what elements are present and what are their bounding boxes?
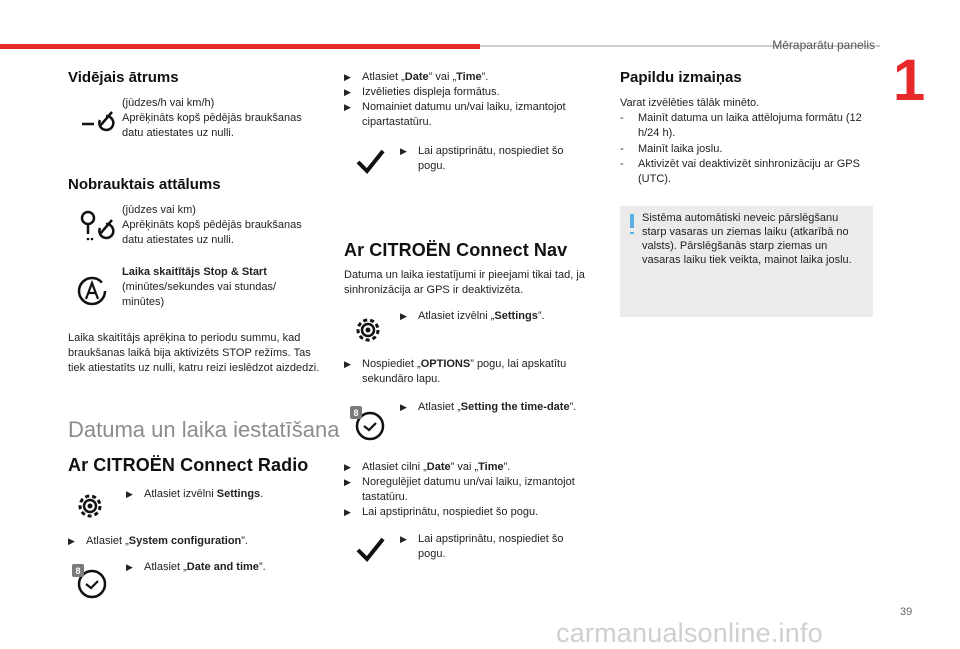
arrow-bullet-icon: ▶ — [344, 462, 351, 472]
gear-icon — [70, 486, 110, 526]
arrow-bullet-icon: ▶ — [68, 536, 75, 546]
speedometer-icon — [78, 102, 118, 142]
stop-start-icon — [72, 270, 112, 310]
svg-text:8: 8 — [75, 566, 81, 576]
extra-item: - Mainīt datuma un laika attēlojuma formātu (12 h/24 h). — [620, 112, 862, 139]
confirm-1: ▶ Lai apstiprinātu, nospiediet šo pogu. — [400, 145, 564, 172]
page-number: 39 — [900, 606, 913, 618]
arrow-bullet-icon: ▶ — [126, 562, 133, 572]
chapter-title: Mēraparātu panelis — [772, 38, 875, 52]
date-time-bullet: ▶ Atlasiet „Date” vai „Time”. — [344, 71, 489, 83]
clock-icon — [70, 562, 110, 602]
keypad-bullet: ▶ Nomainiet datumu un/vai laiku, izmantojot cipartastatūru. — [344, 101, 566, 128]
radio-step1: ▶ Atlasiet izvēlni Settings. — [126, 488, 264, 500]
nav-step1: ▶ Atlasiet izvēlni „Settings”. — [400, 310, 545, 322]
info-icon — [630, 214, 634, 228]
extra-intro: Varat izvēlēties tālāk minēto. — [620, 97, 760, 109]
arrow-bullet-icon: ▶ — [344, 359, 351, 369]
nav-step3: ▶ Atlasiet „Setting the time-date”. — [400, 401, 577, 413]
stopstart-title: Laika skaitītājs Stop & Start — [122, 266, 267, 278]
distance-heading: Nobrauktais attālums — [68, 176, 221, 193]
extra-heading: Papildu izmaiņas — [620, 69, 742, 86]
nav-adjust-bullet: ▶ Noregulējiet datumu un/vai laiku, izmantojot tastatūru. — [344, 476, 575, 503]
arrow-bullet-icon: ▶ — [344, 507, 351, 517]
distance-gauge-icon — [78, 206, 118, 246]
avg-speed-unit: (jūdzes/h vai km/h) — [122, 97, 215, 109]
confirm-2: ▶ Lai apstiprinātu, nospiediet šo pogu. — [400, 533, 564, 560]
header-red-bar — [0, 44, 480, 49]
nav-date-time-bullet: ▶ Atlasiet cilni „Date” vai „Time”. — [344, 461, 511, 473]
arrow-bullet-icon: ▶ — [400, 534, 407, 544]
format-bullet: ▶ Izvēlieties displeja formātus. — [344, 86, 500, 98]
radio-step2: ▶ Atlasiet „System configuration”. — [68, 535, 248, 547]
distance-unit: (jūdzes vai km) — [122, 204, 196, 216]
avg-speed-desc: Aprēķināts kopš pēdējās braukšanas datu atiestates uz nulli. — [122, 112, 302, 139]
arrow-bullet-icon: ▶ — [400, 311, 407, 321]
avg-speed-heading: Vidējais ātrums — [68, 69, 179, 86]
nav-confirm-bullet: ▶ Lai apstiprinātu, nospiediet šo pogu. — [344, 506, 539, 518]
extra-item: - Mainīt laika joslu. — [620, 143, 723, 155]
arrow-bullet-icon: ▶ — [400, 146, 407, 156]
checkmark-icon — [350, 530, 390, 570]
radio-step3: ▶ Atlasiet „Date and time”. — [126, 561, 266, 573]
checkmark-icon — [350, 142, 390, 182]
nav-step2: ▶ Nospiediet „OPTIONS” pogu, lai apskatītu sekundāro lapu. — [344, 358, 567, 385]
section-title: Datuma un laika iestatīšana — [68, 417, 340, 442]
stopstart-desc: (minūtes/sekundes vai stundas/ minūtes) — [122, 281, 277, 308]
watermark: carmanualsonline.info — [556, 618, 823, 648]
radio-heading: Ar CITROËN Connect Radio — [68, 455, 309, 475]
arrow-bullet-icon: ▶ — [344, 87, 351, 97]
info-text: Sistēma automātiski neveic pārslēgšanu starp vasaras un ziemas laiku (atkarībā no valsts). Pārslēgšanās starp ziemas un vasaras laiku tiek veikta, mainot laika joslu. — [642, 212, 852, 266]
clock-icon — [348, 404, 388, 444]
arrow-bullet-icon: ▶ — [344, 72, 351, 82]
info-icon-dot — [630, 232, 634, 234]
distance-desc: Aprēķināts kopš pēdējās braukšanas datu atiestates uz nulli. — [122, 219, 302, 246]
nav-intro: Datuma un laika iestatījumi ir pieejami tikai tad, ja sinhronizācija ar GPS ir deaktivizēta. — [344, 269, 585, 296]
extra-item: - Aktivizēt vai deaktivizēt sinhronizāciju ar GPS (UTC). — [620, 158, 860, 185]
nav-heading: Ar CITROËN Connect Nav — [344, 240, 568, 260]
arrow-bullet-icon: ▶ — [400, 402, 407, 412]
arrow-bullet-icon: ▶ — [126, 489, 133, 499]
arrow-bullet-icon: ▶ — [344, 102, 351, 112]
arrow-bullet-icon: ▶ — [344, 477, 351, 487]
svg-text:8: 8 — [353, 408, 359, 418]
chapter-number: 1 — [893, 48, 926, 113]
gear-icon — [348, 310, 388, 350]
stopstart-paragraph: Laika skaitītājs aprēķina to periodu summu, kad braukšanas laikā bija aktivizēts STOP režīms. Tas tiek atiestatīts uz nulli, katru reizi ieslēdzot aizdedzi. — [68, 332, 320, 374]
